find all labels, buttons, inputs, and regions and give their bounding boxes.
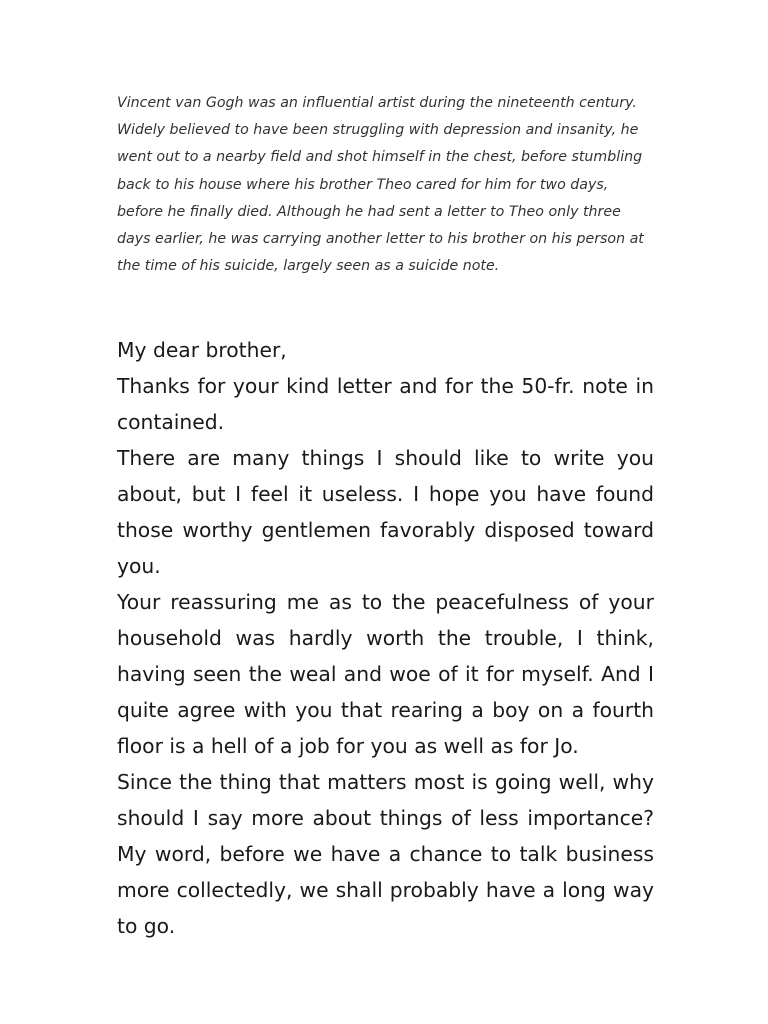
letter-salutation: My dear brother,	[117, 338, 287, 362]
letter-paragraph: Your reassuring me as to the peacefulness of your household was hardly worth the trouble, I think, having seen the weal and woe of it for myself. And I quite agree with you that rearing a boy on a fourth floor is a hell of a job for you as well as for Jo.	[117, 590, 654, 758]
letter-paragraph: There are many things I should like to write you about, but I feel it useless. I hope you have found those worthy gentlemen favorably disposed toward you.	[117, 446, 654, 578]
letter-paragraph: Since the thing that matters most is going well, why should I say more about things of less importance? My word, before we have a chance to talk business more collectedly, we shall probably have a long way to go.	[117, 770, 654, 938]
intro-paragraph: Vincent van Gogh was an influential artist during the nineteenth century. Widely believed to have been struggling with depression and insanity, he went out to a nearby field and shot himself in the chest, before stumbling back to his house where his brother Theo cared for him for two days, before he finally died. Although he had sent a letter to Theo only three days earlier, he was carrying another letter to his brother on his person at the time of his suicide, largely seen as a suicide note.	[117, 95, 644, 275]
letter-paragraph: Thanks for your kind letter and for the 50-fr. note in contained.	[117, 374, 654, 434]
letter-body	[117, 332, 654, 944]
